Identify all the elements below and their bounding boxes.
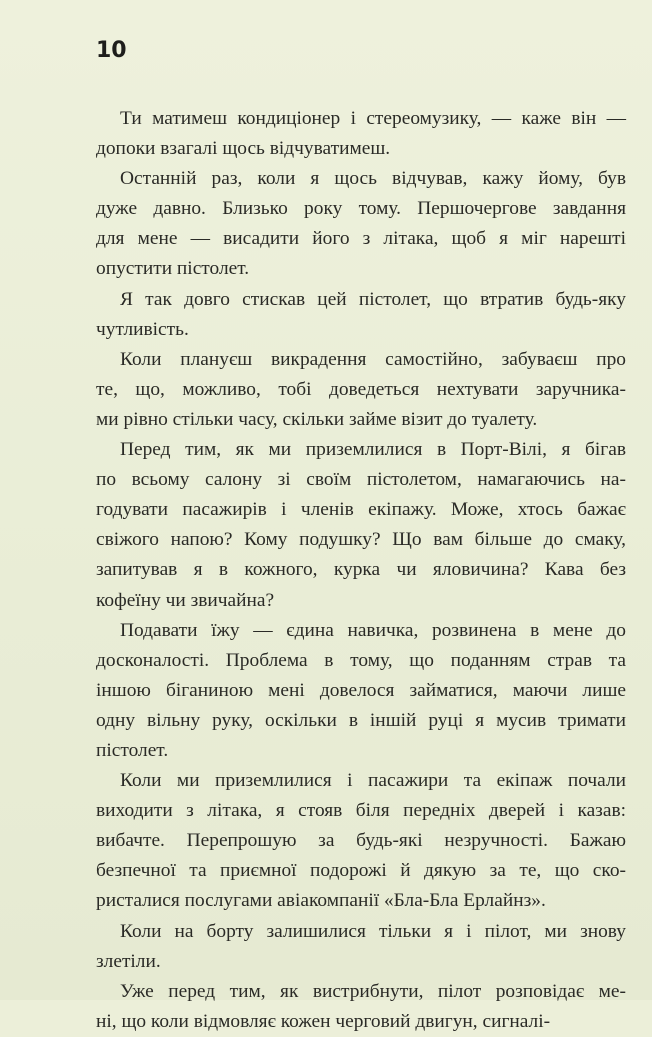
text-line: Коли плануєш викрадення самостійно, забуваєш про: [120, 348, 626, 370]
text-line: чутливість.: [96, 318, 189, 340]
paragraph: [96, 104, 626, 164]
paragraph: [96, 766, 626, 916]
text-line: те, що, можливо, тобі доведеться нехтувати заручника-: [96, 378, 626, 400]
text-line: ристалися послугами авіакомпанії «Бла-Бла Ерлайнз».: [96, 890, 546, 912]
text-line: Коли ми приземлилися і пасажири та екіпаж почали: [120, 770, 626, 792]
text-line: Перед тим, як ми приземлилися в Порт-Вілі, я бігав: [120, 439, 626, 461]
text-line: по всьому салону зі своїм пістолетом, намагаючись на-: [96, 469, 626, 491]
text-line: для мене — висадити його з літака, щоб я міг нарешті: [96, 228, 626, 250]
text-line: запитував я в кожного, курка чи яловичина? Кава без: [96, 559, 626, 581]
paragraph: [96, 977, 626, 1037]
body-text: [96, 104, 626, 1037]
text-line: Останній раз, коли я щось відчував, кажу йому, був: [120, 168, 626, 190]
text-line: злетіли.: [96, 950, 161, 972]
text-line: виходити з літака, я стояв біля передніх дверей і казав:: [96, 800, 626, 822]
text-line: пістолет.: [96, 739, 169, 761]
text-line: опустити пістолет.: [96, 258, 250, 280]
text-line: безпечної та приємної подорожі й дякую за те, що ско-: [96, 860, 626, 882]
text-line: допоки взагалі щось відчуватимеш.: [96, 138, 391, 160]
text-line: кофеїну чи звичайна?: [96, 589, 275, 611]
text-line: Коли на борту залишилися тільки я і пілот, ми знову: [120, 920, 626, 942]
text-line: свіжого напою? Кому подушку? Що вам більше до смаку,: [96, 529, 626, 551]
text-line: Подавати їжу — єдина навичка, розвинена в мене до: [120, 619, 626, 641]
text-line: ні, що коли відмовляє кожен черговий двигун, сигналі-: [96, 1010, 551, 1032]
page-number: 10: [96, 38, 127, 63]
text-line: вибачте. Перепрошую за будь-які незручності. Бажаю: [96, 830, 626, 852]
text-line: іншою біганиною мені довелося займатися, маючи лише: [96, 679, 626, 701]
paragraph: [96, 345, 626, 435]
paragraph: [96, 164, 626, 284]
text-line: годувати пасажирів і членів екіпажу. Може, хтось бажає: [96, 499, 626, 521]
text-line: Ти матимеш кондиціонер і стереомузику, — каже він —: [120, 108, 626, 129]
paragraph: [96, 285, 626, 345]
paragraph: [96, 616, 626, 766]
text-line: Уже перед тим, як вистрибнути, пілот розповідає ме-: [120, 980, 626, 1002]
text-line: ми рівно стільки часу, скільки займе візит до туалету.: [96, 408, 538, 430]
text-line: одну вільну руку, оскільки в іншій руці я мусив тримати: [96, 709, 626, 731]
paragraph: [96, 917, 626, 977]
text-line: дуже давно. Близько року тому. Першочергове завдання: [96, 198, 626, 220]
text-line: досконалості. Проблема в тому, що поданням страв та: [96, 649, 626, 671]
paragraph: [96, 435, 626, 616]
text-line: Я так довго стискав цей пістолет, що втратив будь-яку: [120, 288, 626, 310]
